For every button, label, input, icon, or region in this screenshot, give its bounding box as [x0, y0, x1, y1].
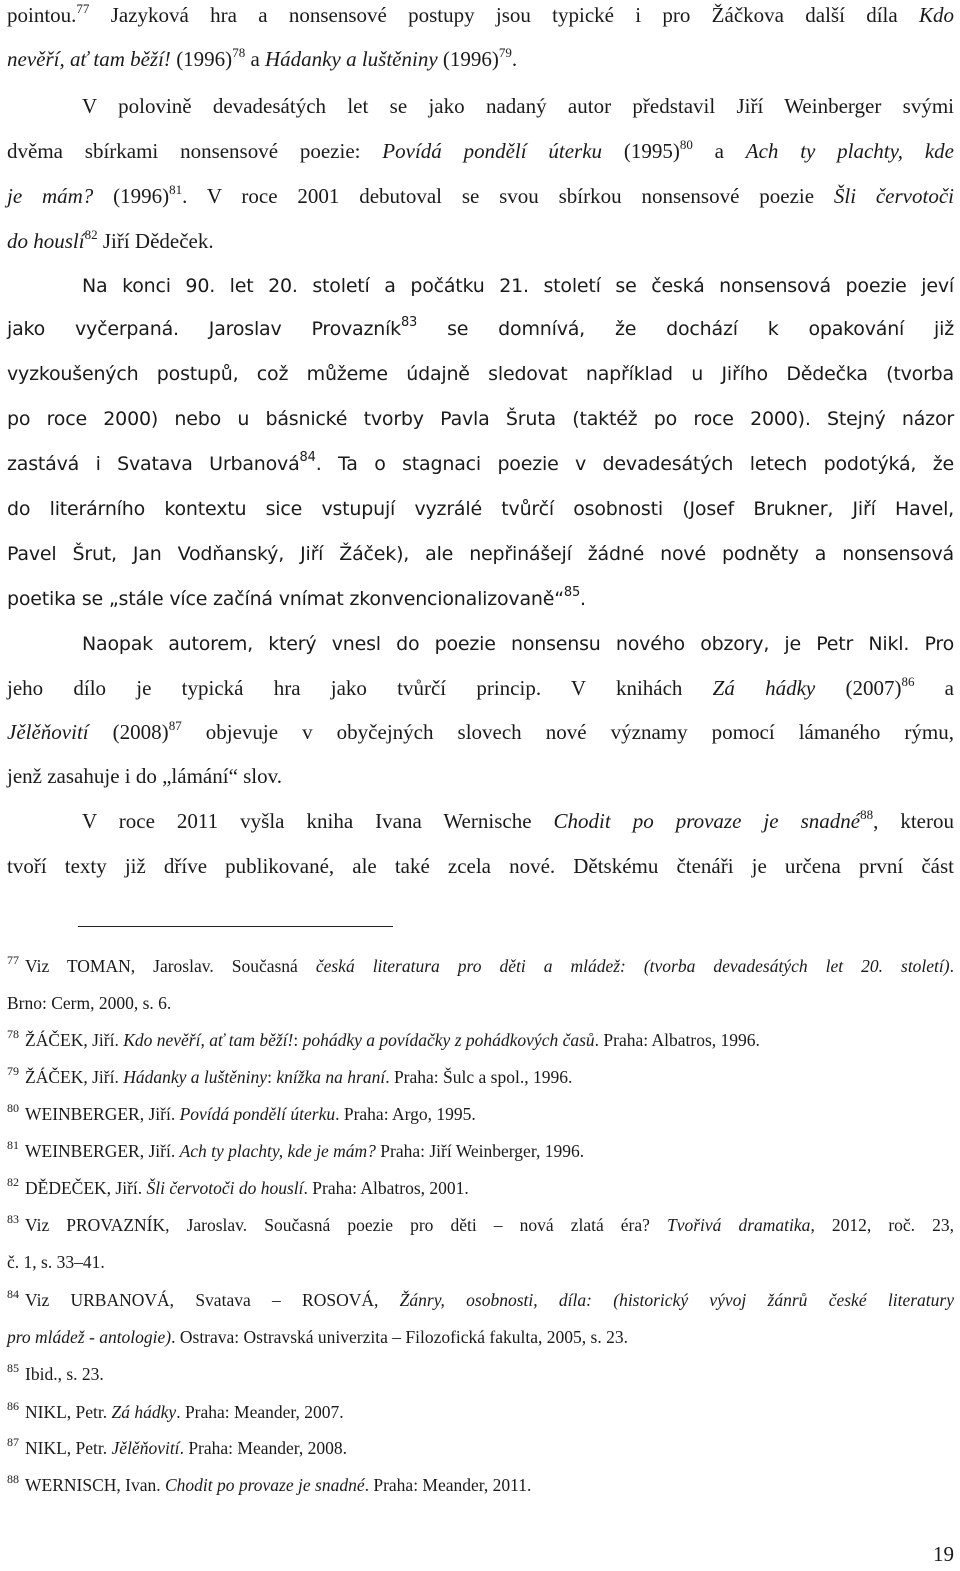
- paragraph-line: dvěma sbírkami nonsensové poezie: Povídá pondělí úterku $(1995)^{80}$ a Ach ty plachty, kde: [7, 137, 954, 163]
- footnote-77-continued: Brno: Cerm, 2000, s. 6.: [7, 993, 172, 1013]
- footnote-ref: 78: [232, 45, 246, 60]
- footnote-ref: 82: [84, 227, 98, 242]
- footnote-ref: 81: [169, 182, 183, 197]
- footnote-85: $^{85}$ Ibid., s. 23.: [7, 1361, 104, 1384]
- footnote-ref: 88: [860, 807, 874, 822]
- footnote-81: $^{81}$ WEINBERGER, Jiří. Ach ty plachty, kde je mám? Praha: Jiří Weinberger, 1996.: [7, 1138, 585, 1161]
- footnote-ref: 84: [299, 450, 316, 465]
- footnote-82: $^{82}$ DĚDEČEK, Jiří. Šli červotoči do houslí. Praha: Albatros, 2001.: [7, 1175, 469, 1198]
- footnote-ref: 86: [901, 674, 915, 689]
- paragraph-line: jako vyčerpaná. Jaroslav Provazník$^{83}$ se domnívá, že dochází k opakování již: [7, 315, 954, 340]
- footnote-77: $^{77}$ Viz TOMAN, Jaroslav. Současná česká literatura pro děti a mládež: (tvorba devadesátých let 20. století).: [7, 953, 954, 976]
- paragraph-line: zastává i Svatava Urbanová$^{84}$. Ta o stagnaci poezie v devadesátých letech podotýká, že: [7, 450, 954, 475]
- paragraph-line: V polovině devadesátých let se jako nadaný autor představil Jiří Weinberger svými: [82, 94, 954, 118]
- paragraph-line: jeho dílo je typická hra jako tvůrčí princip. V knihách Zá hádky $(2007)^{86}$ a: [7, 674, 954, 700]
- paragraph-line: Naopak autorem, který vnesl do poezie nonsensu nového obzory, je Petr Nikl. Pro: [82, 633, 954, 655]
- footnote-ref: 80: [679, 137, 693, 152]
- paragraph-line: jenž zasahuje i do „lámání“ slov.: [7, 764, 283, 788]
- footnote-87: $^{87}$ NIKL, Petr. Jělěňovití. Praha: Meander, 2008.: [7, 1435, 348, 1458]
- footnote-ref: 77: [76, 1, 90, 16]
- paragraph-line: do literárního kontextu sice vstupují vyzrálé tvůrčí osobnosti (Josef Brukner, Jiří Havel,: [7, 498, 954, 520]
- footnote-78: $^{78}$ ŽÁČEK, Jiří. Kdo nevěří, ať tam běží!: pohádky a povídačky z pohádkových časů. Praha: Albatros, 1996.: [7, 1027, 760, 1050]
- paragraph-line: je mám? $(1996)^{81}$. V roce 2001 debutoval se svou sbírkou nonsensové poezie Šli červotoči: [7, 182, 954, 208]
- footnote-83-continued: č. 1, s. 33–41.: [7, 1252, 105, 1272]
- footnote-ref: 79: [498, 45, 512, 60]
- footnote-88: $^{88}$ WERNISCH, Ivan. Chodit po provaze je snadné. Praha: Meander, 2011.: [7, 1472, 532, 1495]
- footnote-84: $^{84}$ Viz URBANOVÁ, Svatava – ROSOVÁ, Žánry, osobnosti, díla: (historický vývoj žánrů české literatury: [7, 1287, 954, 1310]
- paragraph-line: po roce 2000) nebo u básnické tvorby Pavla Šruta (taktéž po roce 2000). Stejný názor: [7, 408, 954, 430]
- paragraph-line: nevěří, ať tam běží! $(1996)^{78}$ a Hádanky a luštěniny $(1996)^{79}$.: [7, 45, 518, 71]
- paragraph-line: Na konci 90. let 20. století a počátku 21. století se česká nonsensová poezie jeví: [82, 275, 954, 297]
- paragraph-line: V roce 2011 vyšla kniha Ivana Wernische Chodit po provaze je snadné$^{88}$, kterou: [82, 807, 954, 833]
- page-number: 19: [933, 1542, 954, 1566]
- paragraph-line: pointou.$^{77}$ Jazyková hra a nonsensové postupy jsou typické i pro Žáčkova další díla Kdo: [7, 1, 954, 27]
- paragraph-line: Pavel Šrut, Jan Vodňanský, Jiří Žáček), ale nepřinášejí žádné nové podněty a nonsensová: [7, 543, 954, 565]
- footnote-79: $^{79}$ ŽÁČEK, Jiří. Hádanky a luštěniny: knížka na hraní. Praha: Šulc a spol., 1996.: [7, 1064, 573, 1087]
- footnote-83: $^{83}$ Viz PROVAZNÍK, Jaroslav. Současná poezie pro děti – nová zlatá éra? Tvořivá dramatika, 2012, roč. 23,: [7, 1212, 954, 1235]
- paragraph-line: poetika se „stále více začíná vnímat zkonvencionalizovaně“$^{85}$.: [7, 585, 586, 610]
- paragraph-line: do houslí$^{82}$ Jiří Dědeček.: [7, 227, 214, 253]
- footnote-80: $^{80}$ WEINBERGER, Jiří. Povídá pondělí úterku. Praha: Argo, 1995.: [7, 1101, 476, 1124]
- footnote-ref: 85: [563, 585, 581, 600]
- paragraph-line: tvoří texty již dříve publikované, ale také zcela nové. Dětskému čtenáři je určena první část: [7, 854, 954, 878]
- footnote-86: $^{86}$ NIKL, Petr. Zá hádky. Praha: Meander, 2007.: [7, 1399, 344, 1422]
- footnote-84-continued: pro mládež - antologie). Ostrava: Ostravská univerzita – Filozofická fakulta, 2005, s. 23.: [7, 1327, 628, 1347]
- paragraph-line: vyzkoušených postupů, což můžeme údajně sledovat například u Jiřího Dědečka (tvorba: [7, 363, 954, 385]
- paragraph-line: Jělěňovití $(2008)^{87}$ objevuje v obyčejných slovech nové významy pomocí lámaného rýmu,: [7, 718, 954, 744]
- footnote-ref: 83: [400, 315, 418, 330]
- footnote-separator: [78, 926, 393, 927]
- footnote-ref: 87: [168, 718, 182, 733]
